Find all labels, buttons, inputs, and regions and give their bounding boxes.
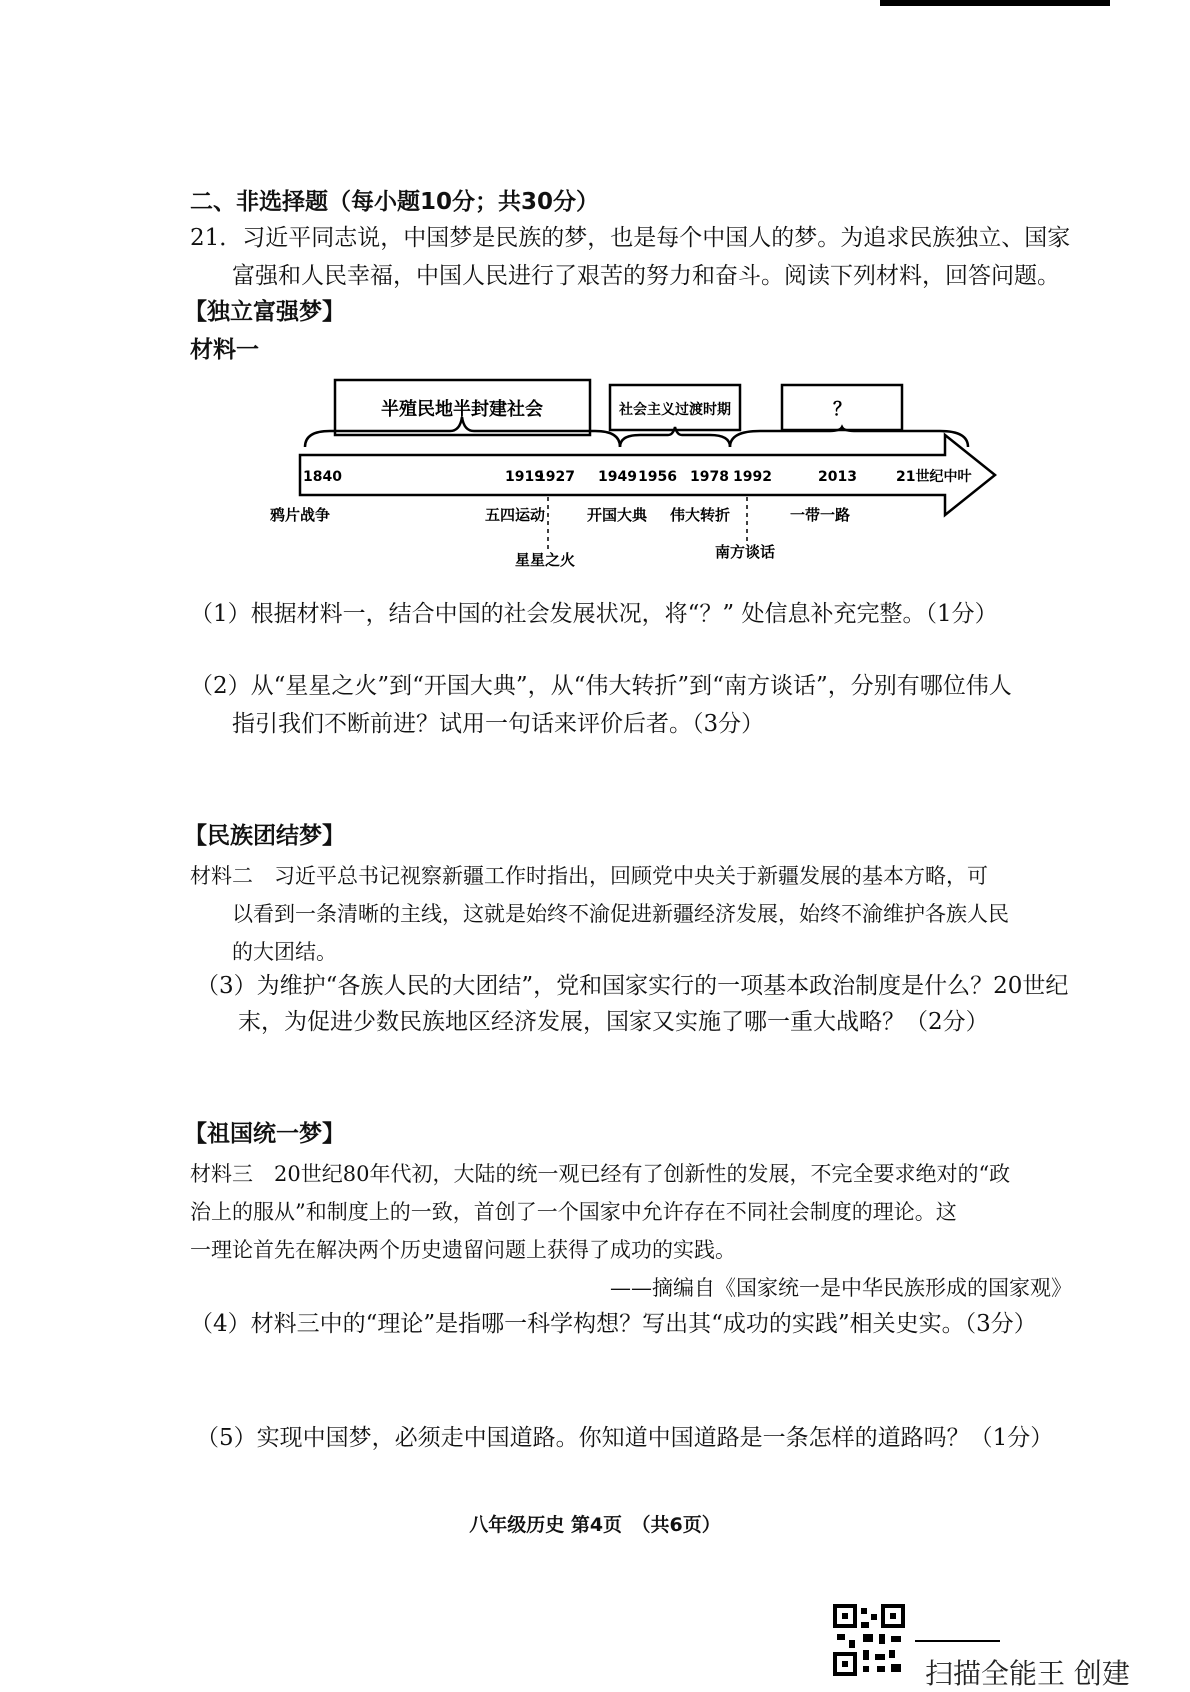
scan-edge-mark — [880, 0, 1110, 6]
box-semi-colonial-label: 半殖民地半封建社会 — [381, 399, 543, 420]
part2-heading: 【民族团结梦】 — [184, 823, 345, 849]
event-may-fourth: 五四运动 — [485, 506, 546, 524]
material3-line3: 一理论首先在解决两个历史遗留问题上获得了成功的实践。 — [190, 1238, 736, 1262]
q3-line2: 末，为促进少数民族地区经济发展，国家又实施了哪一重大战略？（2分） — [238, 1009, 989, 1035]
year-1956: 1956 — [638, 469, 677, 485]
box-unknown-label: ？ — [833, 399, 851, 420]
brace-unknown — [730, 427, 968, 447]
timeline-svg — [270, 375, 1060, 580]
q5-text: （5）实现中国梦，必须走中国道路。你知道中国道路是一条怎样的道路吗？（1分） — [196, 1425, 1054, 1451]
timeline-diagram — [270, 375, 1060, 580]
q21-line2: 富强和人民幸福，中国人民进行了艰苦的努力和奋斗。阅读下列材料，回答问题。 — [232, 263, 1060, 289]
material1-label: 材料一 — [190, 337, 259, 363]
event-opium-war: 鸦片战争 — [270, 506, 331, 524]
year-1992: 1992 — [733, 469, 772, 485]
part3-heading: 【祖国统一梦】 — [184, 1121, 345, 1147]
year-labels — [303, 468, 972, 485]
material2-line2: 以看到一条清晰的主线，这就是始终不渝促进新疆经济发展，始终不渝维护各族人民 — [232, 902, 1009, 926]
scanner-watermark: 扫描全能王 创建 — [925, 1657, 1130, 1690]
event-single-spark: 星星之火 — [515, 551, 576, 569]
q2-line1: （2）从“星星之火”到“开国大典”，从“伟大转折”到“南方谈话”，分别有哪位伟人 — [190, 673, 1012, 699]
material3-line2: 治上的服从”和制度上的一致，首创了一个国家中允许存在不同社会制度的理论。这 — [190, 1200, 957, 1224]
year-21c-mid: 21世纪中叶 — [896, 469, 972, 485]
part1-heading: 【独立富强梦】 — [184, 299, 345, 325]
year-2013: 2013 — [818, 469, 857, 485]
material2-line3: 的大团结。 — [232, 940, 337, 964]
q3-line1: （3）为维护“各族人民的大团结”，党和国家实行的一项基本政治制度是什么？20世纪 — [196, 973, 1069, 999]
year-1927: 1927 — [536, 469, 575, 485]
watermark-rule — [915, 1640, 1000, 1642]
page-footer: 八年级历史 第4页 （共6页） — [469, 1514, 721, 1536]
year-1949: 1949 — [598, 469, 637, 485]
event-labels — [270, 506, 850, 569]
event-great-turn: 伟大转折 — [670, 506, 731, 524]
event-belt-road: 一带一路 — [790, 506, 851, 524]
box-transition-label: 社会主义过渡时期 — [619, 402, 731, 418]
q1-text: （1）根据材料一，结合中国的社会发展状况，将“？” 处信息补充完整。（1分） — [190, 601, 998, 627]
q4-text: （4）材料三中的“理论”是指哪一科学构想？写出其“成功的实践”相关史实。（3分） — [190, 1311, 1037, 1337]
year-1919: 1919 — [505, 469, 544, 485]
section-title: 二、非选择题（每小题10分；共30分） — [190, 189, 600, 215]
year-1840: 1840 — [303, 469, 342, 485]
q2-line2: 指引我们不断前进？试用一句话来评价后者。（3分） — [232, 711, 765, 737]
event-founding-ceremony: 开国大典 — [587, 506, 648, 524]
year-1978: 1978 — [690, 469, 729, 485]
qr-code-icon — [833, 1604, 905, 1676]
brace-semi-colonial — [305, 417, 620, 447]
q21-line1: 21．习近平同志说，中国梦是民族的梦，也是每个中国人的梦。为追求民族独立、国家 — [190, 225, 1071, 251]
material3-source: ——摘编自《国家统一是中华民族形成的国家观》 — [610, 1276, 1072, 1300]
event-southern-talks: 南方谈话 — [715, 543, 776, 561]
material3-line1: 材料三 20世纪80年代初，大陆的统一观已经有了创新性的发展，不完全要求绝对的“政 — [190, 1162, 1011, 1186]
material2-line1: 材料二 习近平总书记视察新疆工作时指出，回顾党中央关于新疆发展的基本方略，可 — [190, 864, 988, 888]
